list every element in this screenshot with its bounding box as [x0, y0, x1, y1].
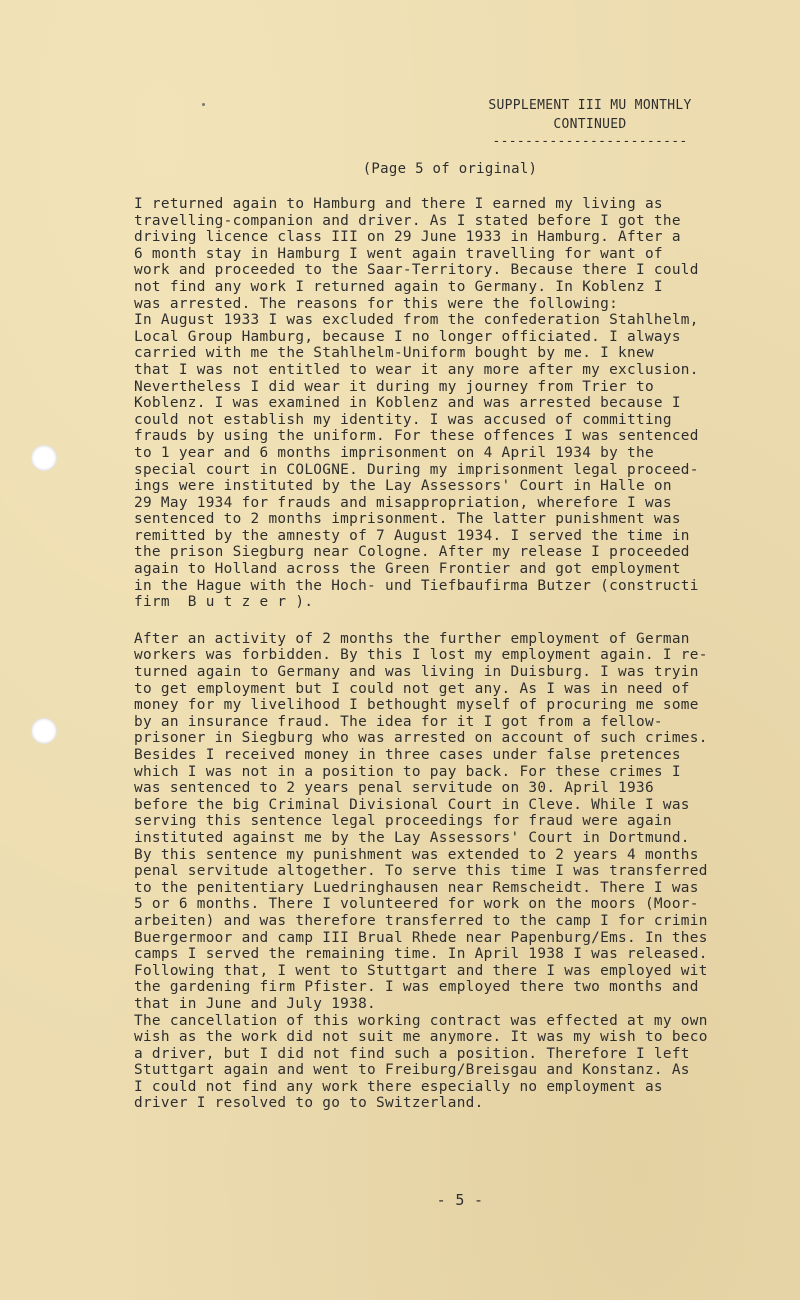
text-line: serving this sentence legal proceedings for fraud were again	[134, 813, 672, 830]
text-line: 6 month stay in Hamburg I went again travelling for want of	[134, 245, 663, 262]
text-line: to get employment but I could not get any. As I was in need of	[134, 680, 690, 697]
text-line: workers was forbidden. By this I lost my employment again. I re-	[134, 647, 708, 664]
text-line: prisoner in Siegburg who was arrested on account of such crimes.	[134, 730, 708, 747]
text-line: before the big Criminal Divisional Court in Cleve. While I was	[134, 796, 690, 813]
text-line: that I was not entitled to wear it any more after my exclusion.	[134, 361, 699, 378]
text-line: work and proceeded to the Saar-Territory. Because there I could	[134, 262, 699, 279]
text-line: By this sentence my punishment was extended to 2 years 4 months	[134, 846, 699, 863]
text-line: travelling-companion and driver. As I stated before I got the	[134, 212, 681, 229]
text-line: was sentenced to 2 years penal servitude on 30. April 1936	[134, 780, 654, 797]
text-line: Local Group Hamburg, because I no longer officiated. I always	[134, 328, 681, 345]
paragraph-gap	[134, 611, 774, 631]
page-reference: (Page 5 of original)	[362, 161, 538, 177]
text-line: could not establish my identity. I was accused of committing	[134, 411, 672, 428]
text-line: ings were instituted by the Lay Assessors' Court in Halle on	[134, 478, 672, 495]
text-line: camps I served the remaining time. In April 1938 I was released.	[134, 946, 708, 963]
text-line: Buergermoor and camp III Brual Rhede near Papenburg/Ems. In thes	[134, 929, 708, 946]
text-line: 29 May 1934 for frauds and misappropriation, wherefore I was	[134, 494, 672, 511]
text-line: instituted against me by the Lay Assessors' Court in Dortmund.	[134, 829, 690, 846]
text-line: in the Hague with the Hoch- und Tiefbaufirma Butzer (constructi	[134, 577, 699, 594]
text-line: a driver, but I did not find such a position. Therefore I left	[134, 1045, 690, 1062]
header-title: SUPPLEMENT III MU MONTHLY	[488, 98, 692, 113]
text-line: In August 1933 I was excluded from the confederation Stahlhelm,	[134, 312, 699, 329]
text-line: that in June and July 1938.	[134, 995, 377, 1012]
text-line: to the penitentiary Luedringhausen near Remscheidt. There I was	[134, 879, 699, 896]
text-line: firm B u t z e r ).	[134, 594, 314, 611]
document-body	[134, 196, 774, 1112]
text-line: Besides I received money in three cases under false pretences	[134, 747, 681, 763]
punch-hole-top	[31, 445, 57, 471]
header-subtitle: CONTINUED	[553, 117, 627, 132]
text-line: turned again to Germany and was living in Duisburg. I was tryin	[134, 664, 699, 681]
header-rule: ------------------------	[492, 134, 688, 149]
paragraph-1	[134, 196, 774, 611]
text-line: special court in COLOGNE. During my imprisonment legal proceed-	[134, 461, 699, 478]
page-number: - 5 -	[436, 1191, 484, 1209]
text-line: Nevertheless I did wear it during my journey from Trier to	[134, 378, 654, 395]
text-line: Koblenz. I was examined in Koblenz and was arrested because I	[134, 395, 681, 412]
text-line: again to Holland across the Green Frontier and got employment	[134, 561, 681, 578]
text-line: frauds by using the uniform. For these offences I was sentenced	[134, 428, 699, 445]
text-line: Following that, I went to Stuttgart and there I was employed wit	[134, 962, 708, 979]
text-line: I returned again to Hamburg and there I earned my living as	[134, 196, 663, 212]
ink-speck	[202, 103, 205, 106]
text-line: carried with me the Stahlhelm-Uniform bought by me. I knew	[134, 345, 654, 362]
text-line: wish as the work did not suit me anymore. It was my wish to beco	[134, 1029, 708, 1046]
text-line: to 1 year and 6 months imprisonment on 4 April 1934 by the	[134, 444, 654, 461]
text-line: sentenced to 2 months imprisonment. The latter punishment was	[134, 511, 681, 528]
text-line: I could not find any work there especially no employment as	[134, 1078, 663, 1095]
text-line: the prison Siegburg near Cologne. After my release I proceeded	[134, 544, 690, 561]
text-line: Stuttgart again and went to Freiburg/Breisgau and Konstanz. As	[134, 1062, 690, 1079]
paragraph-2	[134, 631, 774, 1112]
text-line: not find any work I returned again to Germany. In Koblenz I	[134, 278, 663, 295]
text-line: penal servitude altogether. To serve this time I was transferred	[134, 863, 708, 880]
text-line: arbeiten) and was therefore transferred to the camp I for crimin	[134, 912, 708, 929]
text-line: 5 or 6 months. There I volunteered for work on the moors (Moor-	[134, 896, 699, 913]
text-line: by an insurance fraud. The idea for it I got from a fellow-	[134, 713, 663, 730]
text-line: was arrested. The reasons for this were the following:	[134, 295, 619, 312]
text-line: After an activity of 2 months the further employment of German	[134, 630, 690, 647]
document-header	[440, 96, 740, 150]
text-line: remitted by the amnesty of 7 August 1934. I served the time in	[134, 527, 690, 544]
text-line: driver I resolved to go to Switzerland.	[134, 1095, 484, 1112]
text-line: driving licence class III on 29 June 1933 in Hamburg. After a	[134, 229, 681, 246]
text-line: the gardening firm Pfister. I was employed there two months and	[134, 979, 699, 996]
text-line: which I was not in a position to pay back. For these crimes I	[134, 763, 681, 780]
punch-hole-bottom	[31, 718, 57, 744]
text-line: money for my livelihood I bethought myself of procuring me some	[134, 697, 699, 714]
text-line: The cancellation of this working contract was effected at my own	[134, 1012, 708, 1029]
